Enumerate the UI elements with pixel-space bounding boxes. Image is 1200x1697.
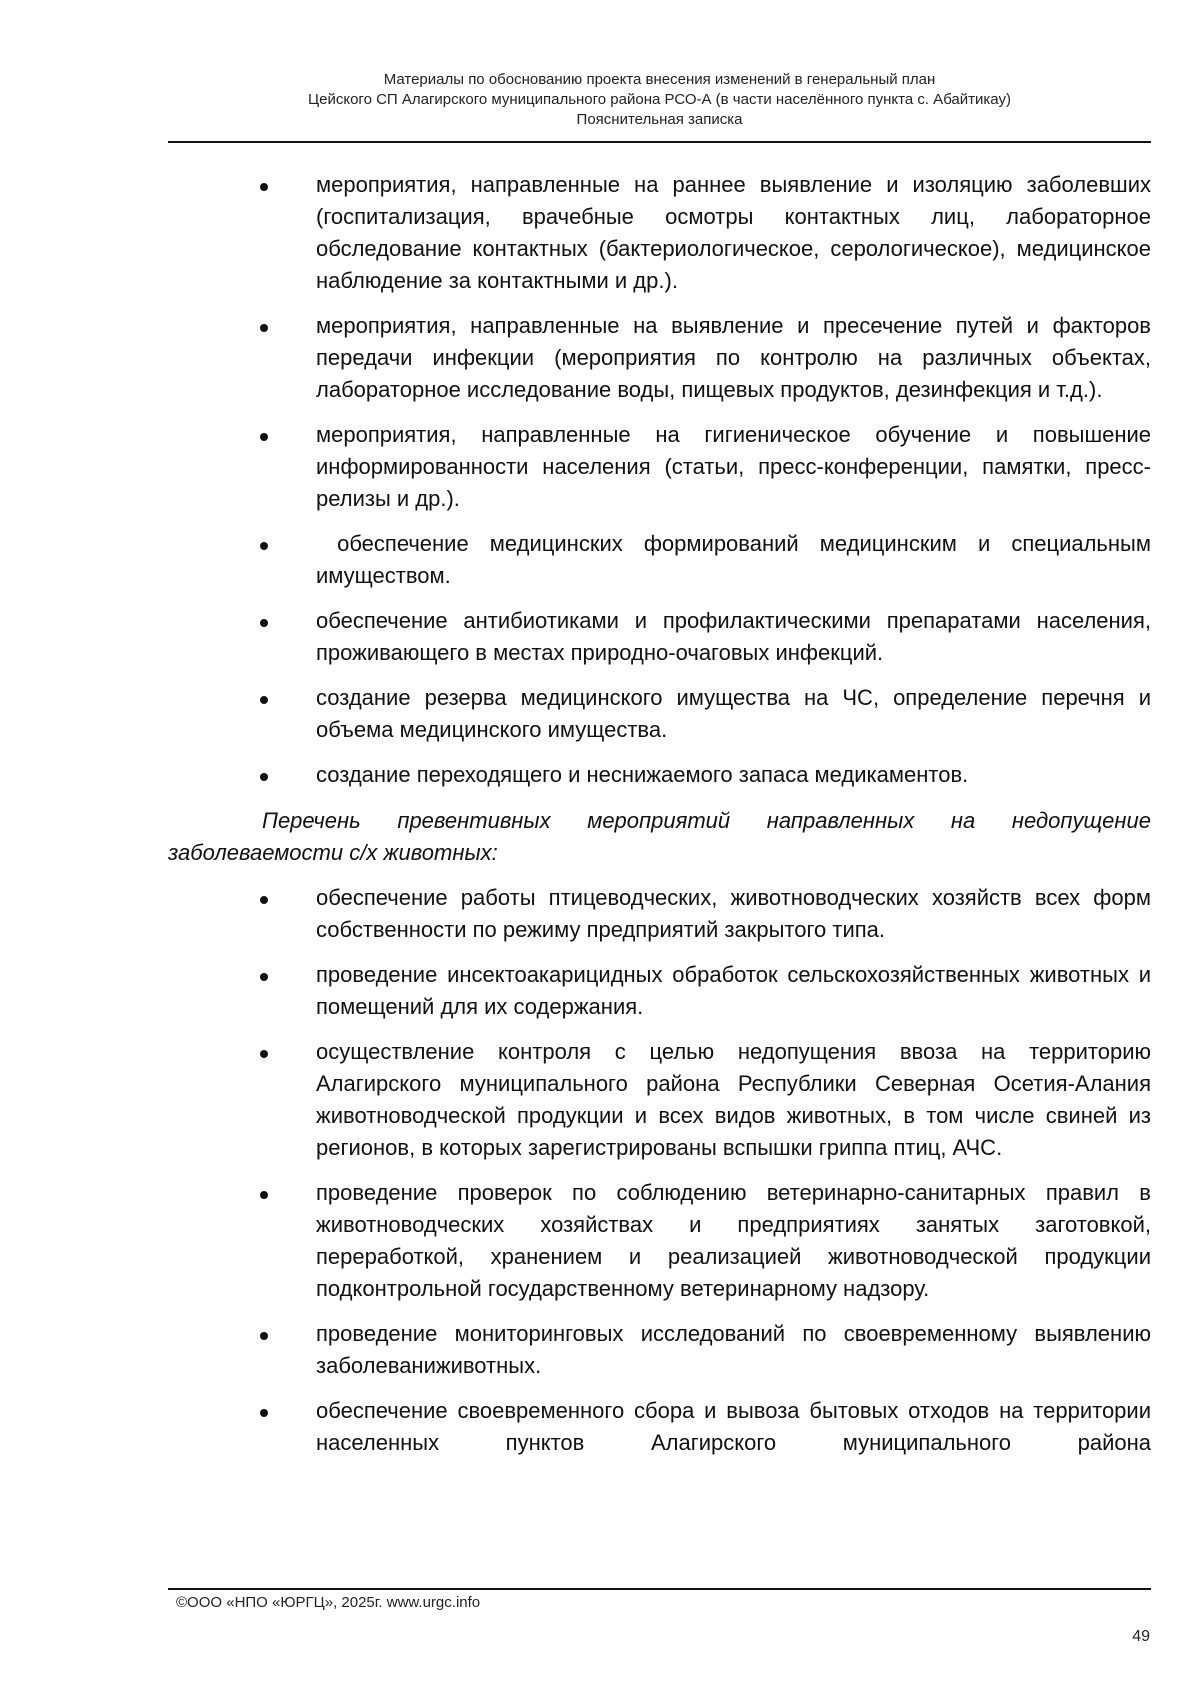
page-body bbox=[168, 169, 1158, 1472]
list-item: мероприятия, направленные на раннее выявление и изоляцию заболевших (госпитализация, врачебные осмотры контактных лиц, лабораторное обследование контактных (бактериологическое, серологическое), медицинское наблюдение за контактными и др.). bbox=[168, 169, 1151, 297]
bullet-icon bbox=[260, 619, 268, 627]
list-item: мероприятия, направленные на выявление и пресечение путей и факторов передачи инфекции (мероприятия по контролю на различных объектах, лабораторное исследование воды, пищевых продуктов, дезинфекция и т.д.). bbox=[168, 310, 1151, 406]
header-line-2: Цейского СП Алагирского муниципального района РСО-А (в части населённого пункта с. Абайтикау) bbox=[308, 91, 1011, 108]
header-line-3: Пояснительная записка bbox=[576, 111, 743, 128]
bullet-icon bbox=[260, 1409, 268, 1417]
animal-measures-intro: Перечень превентивных мероприятий направленных на недопущение заболеваемости с/х животных: bbox=[168, 808, 1151, 865]
bullet-icon bbox=[260, 773, 268, 781]
list-item: проведение проверок по соблюдению ветеринарно-санитарных правил в животноводческих хозяйствах и предприятиях занятых заготовкой, переработкой, хранением и реализацией животноводческой продукции подконтрольной государственному ветеринарному надзору. bbox=[168, 1177, 1151, 1305]
bullet-icon bbox=[260, 1050, 268, 1058]
list-item: создание переходящего и неснижаемого запаса медикаментов. bbox=[168, 759, 1151, 791]
footer-copyright: ©ООО «НПО «ЮРГЦ», 2025г. www.urgc.info bbox=[176, 1594, 481, 1611]
bullet-icon bbox=[260, 183, 268, 191]
list-item: проведение мониторинговых исследований по своевременному выявлению заболеваниживотных. bbox=[168, 1318, 1151, 1382]
bullet-icon bbox=[260, 973, 268, 981]
footer-divider bbox=[168, 1588, 1151, 1590]
header-divider bbox=[168, 141, 1151, 143]
list-item: обеспечение работы птицеводческих, животноводческих хозяйств всех форм собственности по режиму предприятий закрытого типа. bbox=[168, 882, 1151, 946]
list-item: мероприятия, направленные на гигиеническое обучение и повышение информированности населения (статьи, пресс-конференции, памятки, пресс-релизы и др.). bbox=[168, 419, 1151, 515]
page-header bbox=[168, 70, 1151, 130]
bullet-icon bbox=[260, 542, 268, 550]
bullet-icon bbox=[260, 696, 268, 704]
animal-measures-list bbox=[168, 882, 1151, 1459]
header-line-1: Материалы по обоснованию проекта внесения изменений в генеральный план bbox=[383, 71, 936, 88]
list-item: создание резерва медицинского имущества на ЧС, определение перечня и объема медицинского имущества. bbox=[168, 682, 1151, 746]
list-item: обеспечение антибиотиками и профилактическими препаратами населения, проживающего в местах природно-очаговых инфекций. bbox=[168, 605, 1151, 669]
bullet-icon bbox=[260, 896, 268, 904]
bullet-icon bbox=[260, 1191, 268, 1199]
list-item: осуществление контроля с целью недопущения ввоза на территорию Алагирского муниципального района Республики Северная Осетия-Алания животноводческой продукции и всех видов животных, в том числе свиней из регионов, в которых зарегистрированы вспышки гриппа птиц, АЧС. bbox=[168, 1036, 1151, 1164]
list-item: обеспечение своевременного сбора и вывоза бытовых отходов на территории населенных пунктов Алагирского муниципального района bbox=[168, 1395, 1151, 1459]
medical-measures-list bbox=[168, 169, 1158, 791]
bullet-icon bbox=[260, 433, 268, 441]
list-item: обеспечение медицинских формирований медицинским и специальным имуществом. bbox=[168, 528, 1151, 592]
list-item: проведение инсектоакарицидных обработок сельскохозяйственных животных и помещений для их содержания. bbox=[168, 959, 1151, 1023]
page-number: 49 bbox=[1132, 1628, 1150, 1645]
bullet-icon bbox=[260, 1332, 268, 1340]
bullet-icon bbox=[260, 324, 268, 332]
